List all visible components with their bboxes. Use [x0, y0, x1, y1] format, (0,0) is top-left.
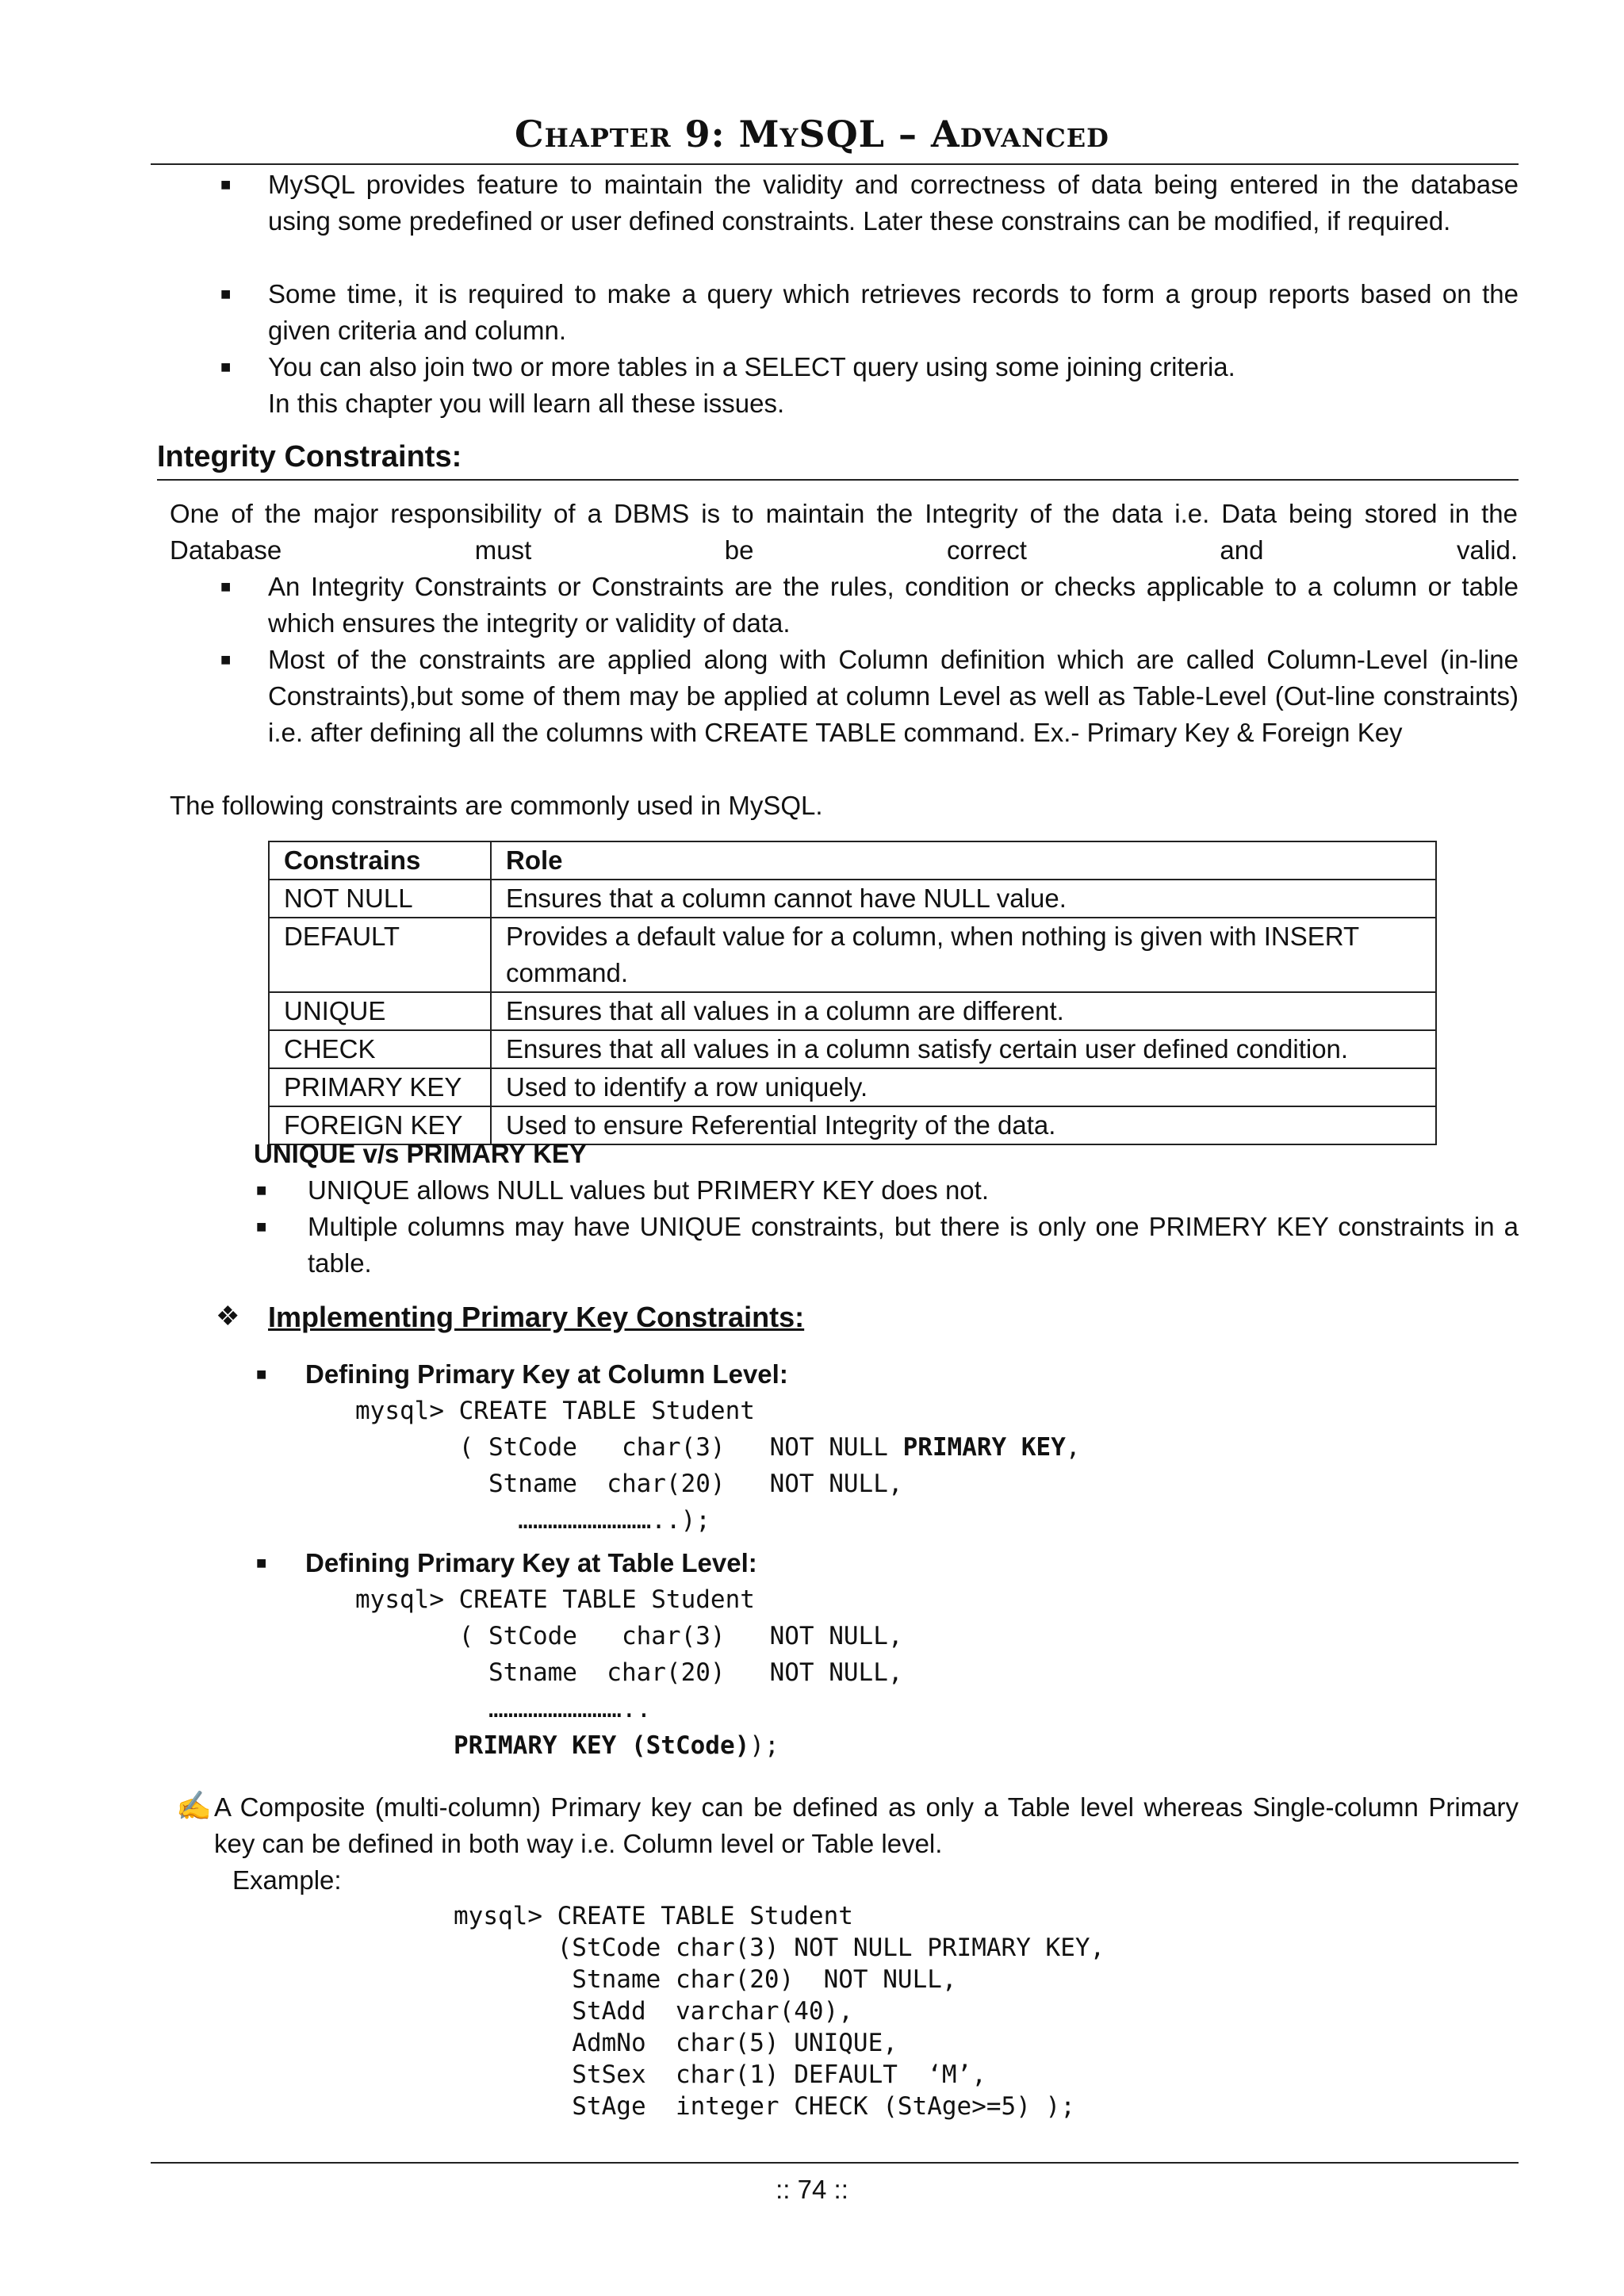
code-line: StAdd varchar(40),: [454, 1997, 853, 2026]
code-line: Stname char(20) NOT NULL,: [355, 1470, 903, 1498]
unique-vs-pk-heading: UNIQUE v/s PRIMARY KEY: [254, 1139, 587, 1168]
code-keyword: PRIMARY KEY (StCode): [454, 1731, 750, 1760]
table-cell: PRIMARY KEY: [269, 1068, 491, 1106]
code-line: Stname char(20) NOT NULL,: [355, 1658, 903, 1687]
bullet-icon: ■: [256, 1553, 267, 1573]
intro-bullet-2: Some time, it is required to make a query which retrieves records to form a group reports based on the given criteria and column.: [268, 279, 1519, 345]
code-keyword: PRIMARY KEY: [902, 1433, 1066, 1462]
intro-bullet-3: You can also join two or more tables in a SELECT query using some joining criteria.: [268, 352, 1235, 381]
code-line: mysql> CREATE TABLE Student: [355, 1397, 755, 1425]
table-row: [269, 1068, 1436, 1106]
table-level-label: Defining Primary Key at Table Level:: [305, 1548, 757, 1577]
table-cell: Used to identify a row uniquely.: [491, 1068, 1436, 1106]
table-header-cell: Constrains: [269, 841, 491, 880]
bullet-icon: ■: [220, 577, 232, 596]
unique-bullet-2: Multiple columns may have UNIQUE constraints, but there is only one PRIMERY KEY constraints in a table.: [308, 1212, 1519, 1278]
intro-note: In this chapter you will learn all these issues.: [268, 389, 785, 418]
table-cell: Ensures that a column cannot have NULL value.: [491, 880, 1436, 918]
table-cell: CHECK: [269, 1030, 491, 1068]
diamond-bullet-icon: ❖: [216, 1301, 240, 1332]
code-line: ,: [1065, 1433, 1081, 1462]
header-rule: [151, 163, 1519, 165]
code-line: ( StCode char(3) NOT NULL,: [355, 1622, 903, 1650]
bullet-icon: ■: [220, 174, 232, 194]
table-cell: Ensures that all values in a column are different.: [491, 992, 1436, 1030]
integrity-bullet-2: Most of the constraints are applied along with Column definition which are called Column-Level (in-line Constraints),but some of them may be applied at column Level as well as Table-Level (Out-line constraints) i.e. after defining all the columns with CREATE TABLE command. Ex.- Primary Key & Foreign Key: [268, 645, 1519, 747]
code-line: Stname char(20) NOT NULL,: [454, 1965, 957, 1994]
table-cell: Used to ensure Referential Integrity of the data.: [491, 1106, 1436, 1144]
bullet-icon: ■: [220, 357, 232, 377]
code-line: mysql> CREATE TABLE Student: [355, 1585, 755, 1614]
code-line: );: [749, 1731, 779, 1760]
code-line: ………………………..);: [355, 1506, 710, 1535]
code-line: AdmNo char(5) UNIQUE,: [454, 2029, 898, 2057]
table-cell: Provides a default value for a column, when nothing is given with INSERT command.: [491, 918, 1436, 992]
bullet-icon: ■: [220, 650, 232, 669]
chapter-title: Chapter 9: MySQL – Advanced: [515, 113, 1109, 155]
table-row: [269, 880, 1436, 918]
section-rule: [157, 479, 1519, 481]
table-cell: FOREIGN KEY: [269, 1106, 491, 1144]
intro-bullet-1: MySQL provides feature to maintain the validity and correctness of data being entered in the database using some predefined or user defined constraints. Later these constrains can be modified, if required.: [268, 170, 1519, 236]
code-line: (StCode char(3) NOT NULL PRIMARY KEY,: [454, 1934, 1105, 1962]
constraints-table: [268, 841, 1437, 1145]
table-level-code-pk: [454, 1727, 779, 1764]
table-cell: Ensures that all values in a column satisfy certain user defined condition.: [491, 1030, 1436, 1068]
bullet-icon: ■: [256, 1364, 267, 1384]
code-line: ………………………..: [355, 1695, 652, 1723]
implementing-heading: Implementing Primary Key Constraints:: [268, 1301, 805, 1333]
pencil-icon: ✍: [176, 1789, 212, 1822]
table-cell: UNIQUE: [269, 992, 491, 1030]
integrity-para-line1: [170, 496, 1518, 569]
table-row: [269, 1030, 1436, 1068]
code-line: mysql> CREATE TABLE Student: [454, 1902, 853, 1930]
bullet-icon: ■: [256, 1180, 267, 1200]
composite-text: A Composite (multi-column) Primary key can be defined as only a Table level whereas Single-column Primary key can be defined in both way i.e. Column level or Table level.: [214, 1792, 1519, 1858]
table-cell: NOT NULL: [269, 880, 491, 918]
integrity-bullet-1: An Integrity Constraints or Constraints are the rules, condition or checks applicable to a column or table which ensures the integrity or validity of data.: [268, 572, 1519, 638]
footer-rule: [151, 2162, 1519, 2164]
column-level-label: Defining Primary Key at Column Level:: [305, 1359, 788, 1389]
table-cell: DEFAULT: [269, 918, 491, 992]
table-row: [269, 918, 1436, 992]
table-level-code: [355, 1581, 903, 1727]
code-line: StAge integer CHECK (StAge>=5) );: [454, 2092, 1075, 2121]
section-heading-integrity: Integrity Constraints:: [157, 440, 462, 473]
bullet-icon: ■: [256, 1217, 267, 1236]
bullet-icon: ■: [220, 284, 232, 304]
following-text: The following constraints are commonly used in MySQL.: [170, 791, 823, 820]
example-label: Example:: [232, 1865, 342, 1895]
code-line: ( StCode char(3) NOT NULL: [355, 1433, 903, 1462]
code-line: StSex char(1) DEFAULT ‘M’,: [454, 2060, 986, 2089]
column-level-code: [355, 1393, 1081, 1539]
table-row: [269, 992, 1436, 1030]
composite-example-code: [454, 1900, 1105, 2122]
page-number: :: 74 ::: [776, 2175, 848, 2204]
unique-bullet-1: UNIQUE allows NULL values but PRIMERY KEY does not.: [308, 1175, 989, 1205]
table-header-row: [269, 841, 1436, 880]
table-header-cell: Role: [491, 841, 1436, 880]
integrity-para: One of the major responsibility of a DBMS is to maintain the Integrity of the data i.e. Data being stored in the Database must be correct and valid.: [170, 499, 1518, 565]
